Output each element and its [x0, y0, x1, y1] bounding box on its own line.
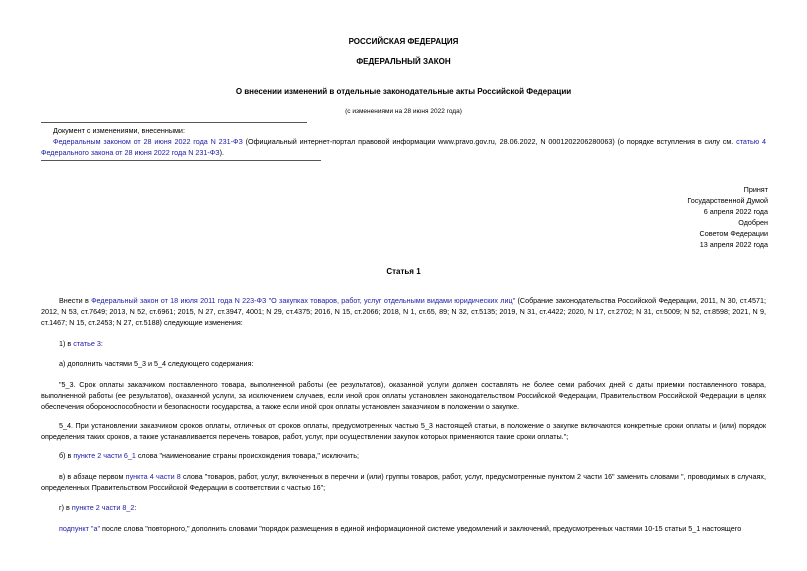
item-1 [41, 338, 766, 349]
approved-date: 13 апреля 2022 года [699, 240, 768, 249]
article-intro [41, 295, 766, 328]
document-title: О внесении изменений в отдельные законодательные акты Российской Федерации [235, 87, 572, 96]
approved-label: Одобрен [738, 218, 768, 227]
approved-by: Советом Федерации [699, 229, 768, 238]
part-6-1-link[interactable]: пункте 2 части 6_1 [73, 451, 136, 460]
divider-bottom [41, 160, 321, 161]
changes-intro: Документ с изменениями, внесенными: [53, 126, 185, 135]
item-v-rest: слова "товаров, работ, услуг, включенных в перечни и (или) группы товаров, работ, услуг, предусмотренные пунктом 2 части 16" заменить словами ", проводимых в случаях, определенных Правительством Российской Федерации в соответствии с частью 16"; [41, 472, 766, 492]
subitem-a-link[interactable]: подпункт "а" [59, 524, 100, 533]
article-3-link[interactable]: статье 3 [73, 339, 101, 348]
adopted-by: Государственной Думой [687, 196, 768, 205]
adopted-date: 6 апреля 2022 года [703, 207, 768, 216]
item-1-colon: : [100, 339, 103, 348]
changes-list [41, 136, 766, 158]
amending-law-link[interactable]: Федеральным законом от 28 июня 2022 года N 231-ФЗ [53, 137, 243, 146]
item-b [41, 450, 766, 461]
adopted-label: Принят [743, 185, 768, 194]
subitem-a [41, 523, 766, 534]
item-g-colon: : [134, 503, 137, 512]
changes-list-tail: ). [219, 148, 224, 157]
item-g-text: г) в [59, 503, 72, 512]
divider-top [41, 122, 307, 123]
item-g [41, 502, 766, 513]
entry-into-force-link[interactable]: статью 4 Федерального закона от 28 июня 2022 года N 231-ФЗ [41, 137, 766, 157]
law-223-link[interactable]: Федеральный закон от 18 июля 2011 года N 223-ФЗ "О закупках товаров, работ, услуг отдельными видами юридических лиц" [91, 296, 516, 305]
part-5-4: 5_4. При установлении заказчиком сроков оплаты, отличных от сроков оплаты, предусмотренных частью 5_3 настоящей статьи, в положение о закупке включаются конкретные сроки оплаты и (или) порядок определения таких сроков, а также устанавливается перечень товаров, работ, услуг, при осуществлении закупок которых применяются такие сроки оплаты."; [41, 421, 766, 441]
intro-text-start: Внести в [59, 296, 92, 305]
item-v-text: в) в абзаце первом [59, 472, 126, 481]
item-v [41, 471, 766, 493]
part-8-2-link[interactable]: пункте 2 части 8_2 [71, 503, 135, 512]
law-type-heading: ФЕДЕРАЛЬНЫЙ ЗАКОН [356, 57, 451, 66]
subitem-a-text: после слова "повторного," дополнить словами "порядок размещения в единой информационной системе уведомлений и заключений, предусмотренных частями 10-15 статьи 5_1 настоящего [100, 524, 742, 533]
item-a: а) дополнить частями 5_3 и 5_4 следующего содержания: [59, 359, 254, 368]
edition-note: (с изменениями на 28 июня 2022 года) [345, 108, 462, 115]
article-heading: Статья 1 [386, 267, 421, 276]
item-b-rest: слова "наименование страны происхождения товара," исключить; [135, 451, 359, 460]
item-b-text: б) в [59, 451, 74, 460]
item-1-text: 1) в [59, 339, 74, 348]
part-5-3: "5_3. Срок оплаты заказчиком поставленного товара, выполненной работы (ее результатов), оказанной услуги должен составлять не более семи рабочих дней с даты приемки поставленного товара, выполненной работы (ее результатов), оказанной услуги, за исключением случаев, если иной срок оплаты установлен законодательством Российской Федерации, Правительством Российской Федерации в целях обеспечения обороноспособности и безопасности государства, а также если иной срок оплаты установлен заказчиком в положении о закупке. [41, 380, 766, 411]
intro-text-end: (Собрание законодательства Российской Федерации, 2011, N 30, ст.4571; 2012, N 53, ст.7649; 2013, N 52, ст.6961; 2015, N 27, ст.3947, 4001; N 29, ст.4375; 2016, N 15, ст.2066; 2018, N 1, ст.65, 89; N 32, ст.5135; 2019, N 31, ст.4422; 2020, N 17, ст.2702; N 31, ст.5009; N 52, ст.8598; 2021, N 9, ст.1467; N 15, ст.2453; N 27, ст.5188) следующие изменения: [41, 296, 766, 327]
country-heading: РОССИЙСКАЯ ФЕДЕРАЦИЯ [348, 37, 459, 46]
part-8-link[interactable]: пункта 4 части 8 [125, 472, 181, 481]
amending-law-source: (Официальный интернет-портал правовой информации www.pravo.gov.ru, 28.06.2022, N 0001202206280063) (о порядке вступления в силу см. [242, 137, 737, 146]
